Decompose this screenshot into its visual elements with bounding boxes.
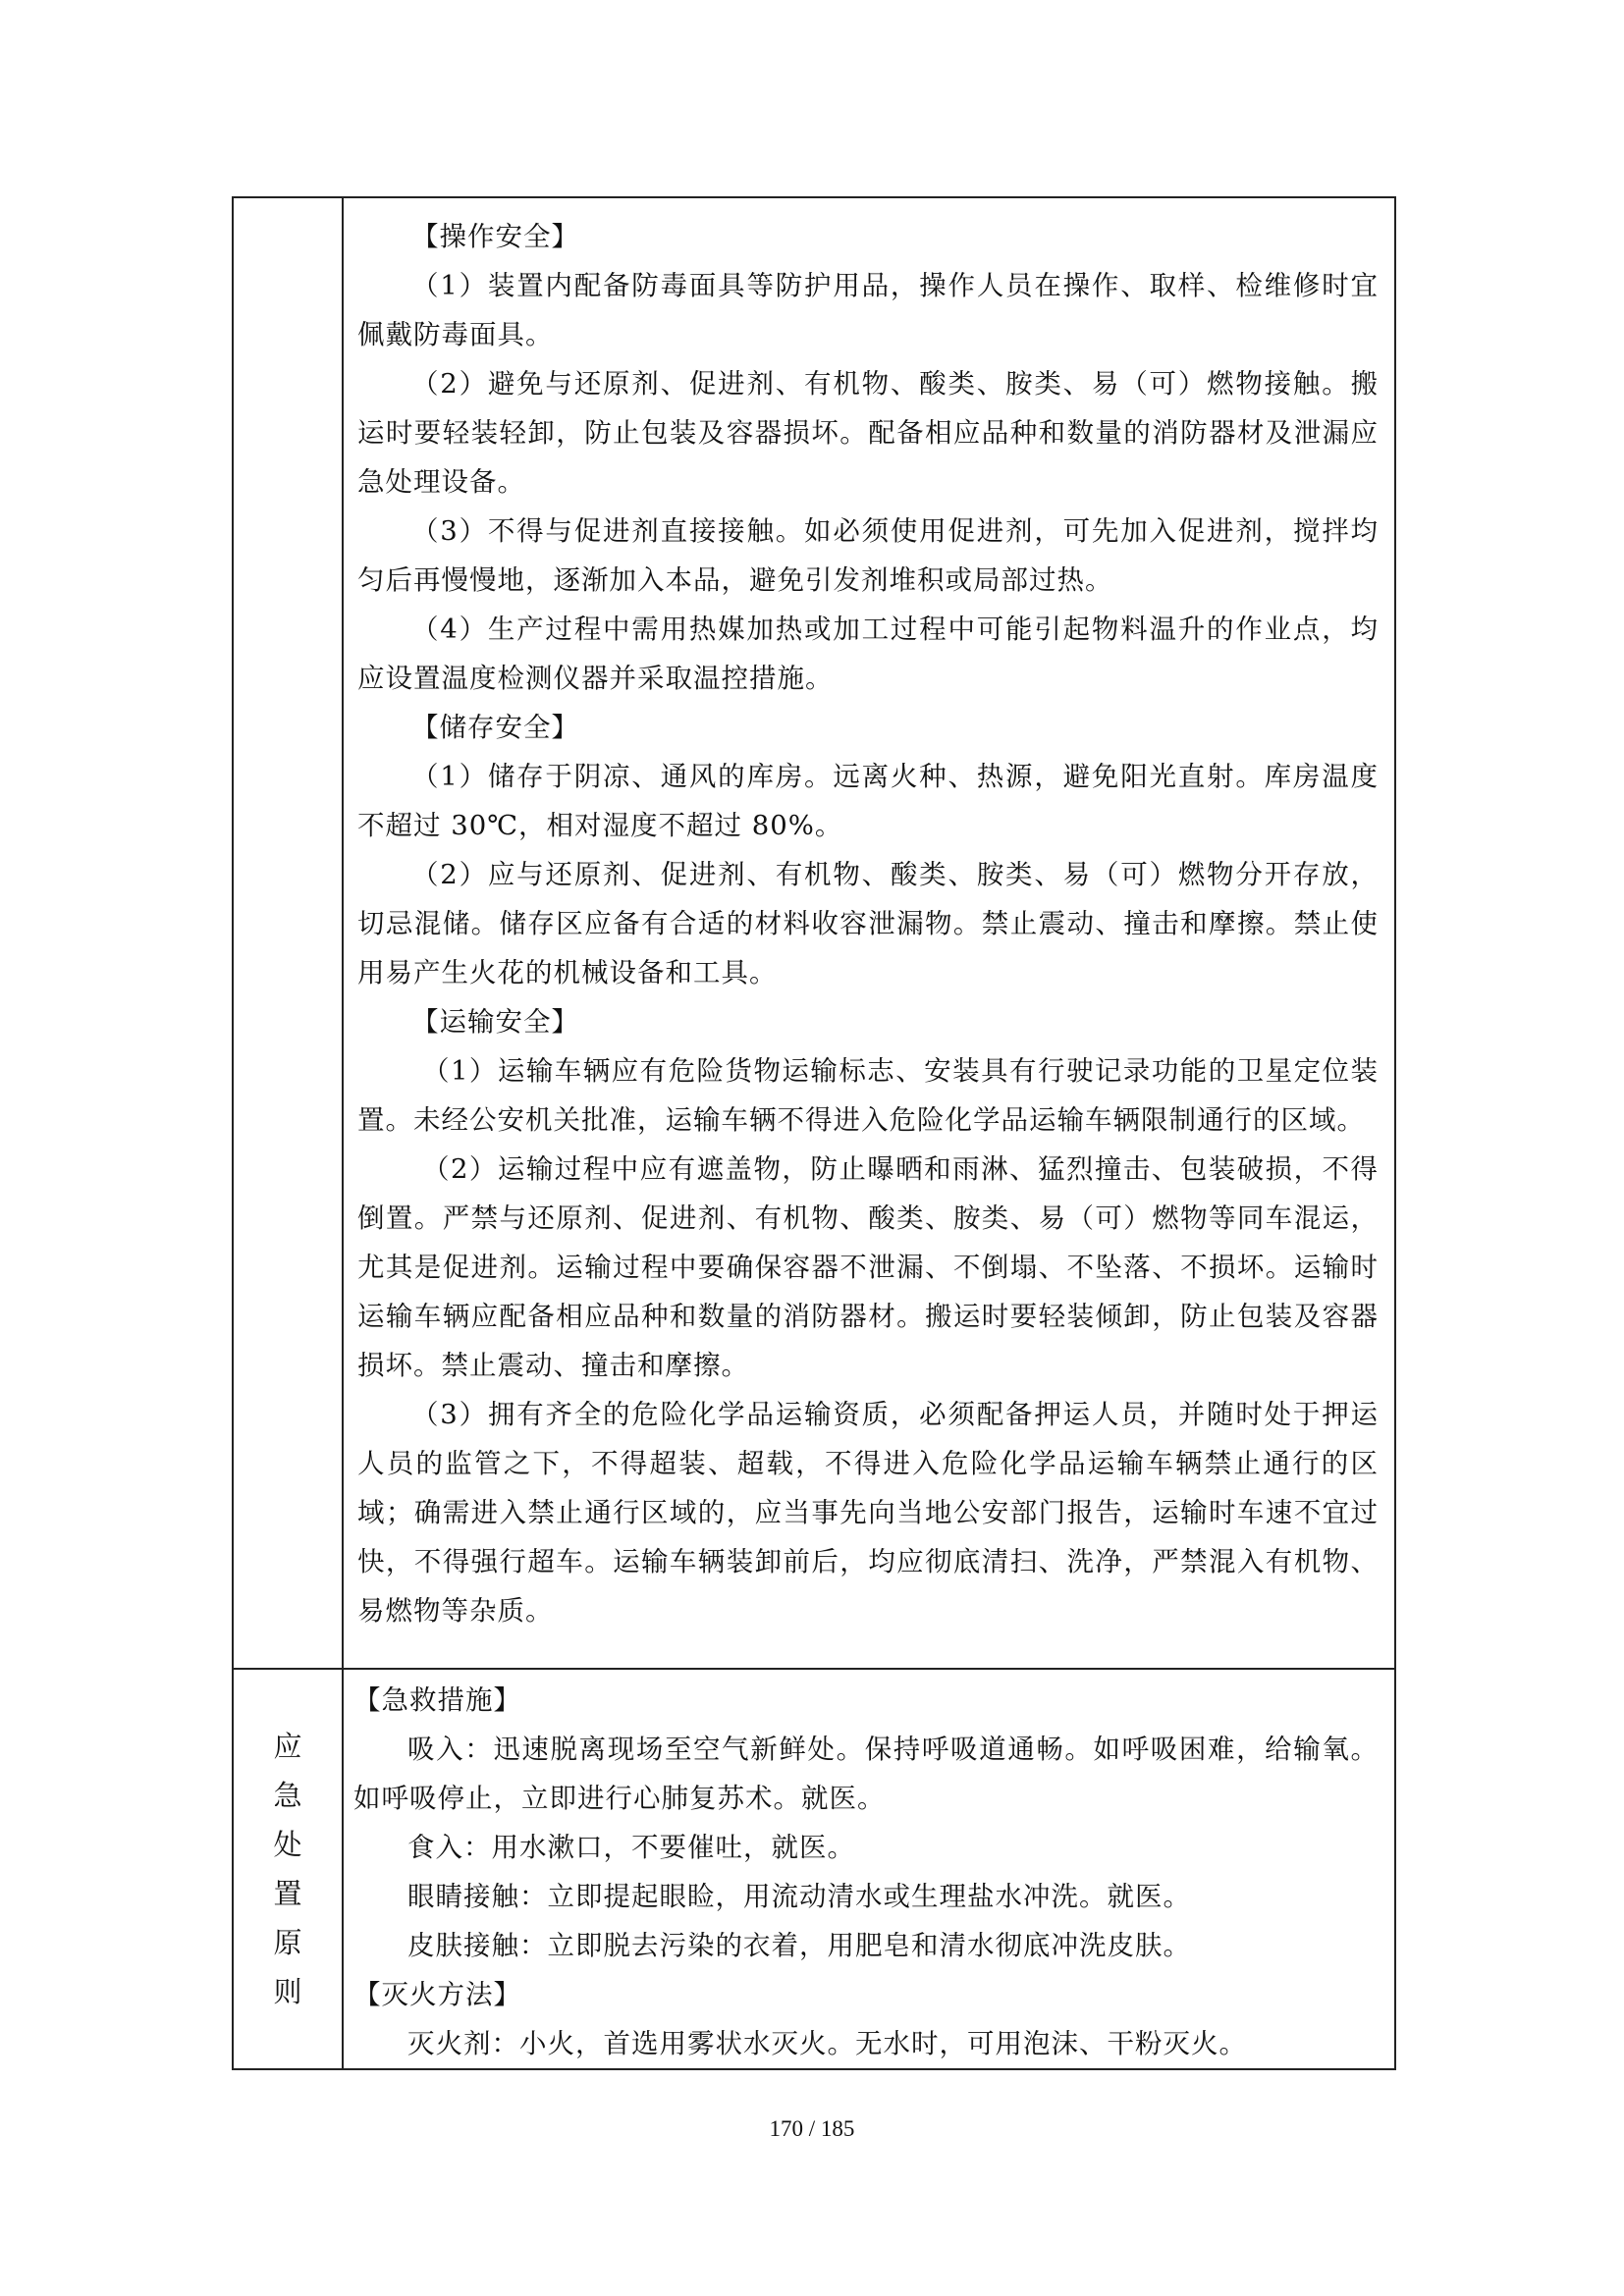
fire-fighting-heading: 【灭火方法】 [353, 1979, 521, 2010]
safety-table [232, 196, 1396, 2070]
first-aid-item: 眼睛接触：立即提起眼睑，用流动清水或生理盐水冲洗。就医。 [407, 1881, 1191, 1912]
first-aid-heading: 【急救措施】 [353, 1684, 521, 1716]
first-aid-item: 吸入：迅速脱离现场至空气新鲜处。保持呼吸道通畅。如呼吸困难，给输氧。如呼吸停止，立即进行心肺复苏术。就医。 [353, 1734, 1379, 1814]
table-row-emergency [233, 1669, 1395, 2069]
emergency-principle-label [234, 1670, 342, 2068]
storage-safety-heading: 【储存安全】 [411, 712, 579, 743]
emergency-content-cell [343, 1669, 1395, 2069]
label-char: 原 [273, 1926, 302, 1959]
transport-safety-heading: 【运输安全】 [411, 1006, 579, 1038]
transport-item: （3）拥有齐全的危险化学品运输资质，必须配备押运人员，并随时处于押运人员的监管之下，不得超装、超载，不得进入危险化学品运输车辆禁止通行的区域；确需进入禁止通行区域的，应当事先向当地公安部门报告，运输时车速不宜过快，不得强行超车。运输车辆装卸前后，均应彻底清扫、洗净，严禁混入有机物、易燃物等杂质。 [357, 1399, 1379, 1627]
handling-content-cell [343, 197, 1395, 1669]
operation-item: （4）生产过程中需用热媒加热或加工过程中可能引起物料温升的作业点，均应设置温度检测仪器并采取温控措施。 [357, 614, 1379, 694]
label-char: 处 [273, 1828, 302, 1861]
label-char: 置 [273, 1877, 302, 1910]
storage-item: （2）应与还原剂、促进剂、有机物、酸类、胺类、易（可）燃物分开存放，切忌混储。储存区应备有合适的材料收容泄漏物。禁止震动、撞击和摩擦。禁止使用易产生火花的机械设备和工具。 [357, 859, 1379, 988]
transport-item: （2）运输过程中应有遮盖物，防止曝晒和雨淋、猛烈撞击、包装破损，不得倒置。严禁与还原剂、促进剂、有机物、酸类、胺类、易（可）燃物等同车混运，尤其是促进剂。运输过程中要确保容器不泄漏、不倒塌、不坠落、不损坏。运输时运输车辆应配备相应品种和数量的消防器材。搬运时要轻装倾卸，防止包装及容器损坏。禁止震动、撞击和摩擦。 [357, 1153, 1379, 1381]
label-char: 急 [273, 1779, 302, 1812]
operation-item: （1）装置内配备防毒面具等防护用品，操作人员在操作、取样、检维修时宜佩戴防毒面具。 [357, 270, 1379, 350]
operation-item: （3）不得与促进剂直接接触。如必须使用促进剂，可先加入促进剂，搅拌均匀后再慢慢地，逐渐加入本品，避免引发剂堆积或局部过热。 [357, 515, 1379, 596]
transport-item: （1）运输车辆应有危险货物运输标志、安装具有行驶记录功能的卫星定位装置。未经公安机关批准，运输车辆不得进入危险化学品运输车辆限制通行的区域。 [357, 1055, 1379, 1136]
label-char: 则 [273, 1975, 302, 2008]
label-char: 应 [273, 1730, 302, 1763]
storage-item: （1）储存于阴凉、通风的库房。远离火种、热源，避免阳光直射。库房温度不超过 30℃，相对湿度不超过 80%。 [357, 761, 1379, 841]
first-aid-item: 食入：用水漱口，不要催吐，就医。 [407, 1832, 855, 1863]
emergency-label-cell [233, 1669, 343, 2069]
table-row-handling [233, 197, 1395, 1669]
operation-item: （2）避免与还原剂、促进剂、有机物、酸类、胺类、易（可）燃物接触。搬运时要轻装轻卸，防止包装及容器损坏。配备相应品种和数量的消防器材及泄漏应急处理设备。 [357, 368, 1379, 498]
row-label-cell-empty [233, 197, 343, 1669]
operation-safety-heading: 【操作安全】 [411, 221, 579, 252]
page-number: 170 / 185 [769, 2116, 855, 2141]
first-aid-item: 皮肤接触：立即脱去污染的衣着，用肥皂和清水彻底冲洗皮肤。 [407, 1930, 1191, 1961]
fire-fighting-item: 灭火剂：小火，首选用雾状水灭火。无水时，可用泡沫、干粉灭火。 [407, 2028, 1247, 2059]
